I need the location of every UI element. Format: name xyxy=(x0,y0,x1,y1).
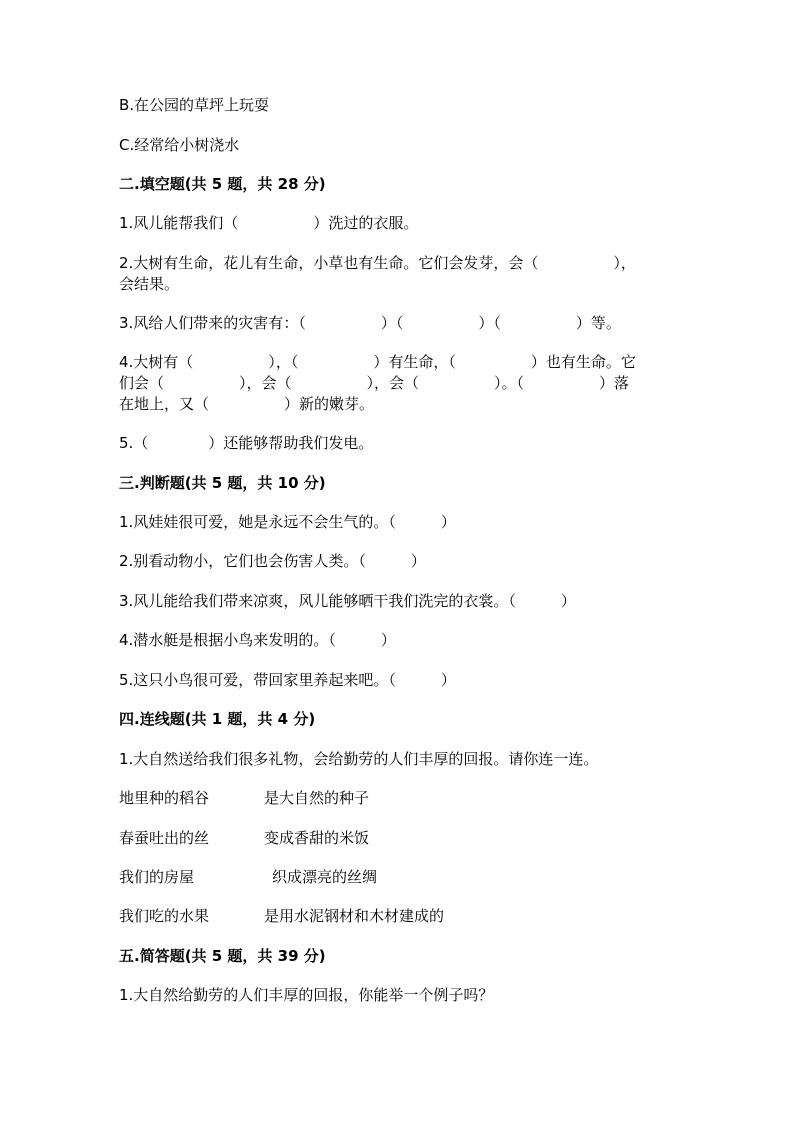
section-heading-true-false: 三.判断题(共 5 题，共 10 分) xyxy=(119,474,326,492)
matching-row xyxy=(119,867,679,888)
matching-right-item: 是用水泥钢材和木材建成的 xyxy=(264,907,445,925)
matching-row xyxy=(119,788,679,809)
matching-row xyxy=(119,828,679,849)
judge-question-2: 2.别看动物小，它们也会伤害人类。（ ） xyxy=(119,552,426,570)
matching-left-item: 地里种的稻谷 xyxy=(119,789,210,807)
matching-right-item: 变成香甜的米饭 xyxy=(264,829,370,847)
option-b: B.在公园的草坪上玩耍 xyxy=(119,96,270,114)
matching-left-item: 春蚕吐出的丝 xyxy=(119,829,210,847)
matching-left-item: 我们吃的水果 xyxy=(119,907,210,925)
judge-question-5: 5.这只小鸟很可爱，带回家里养起来吧。（ ） xyxy=(119,671,456,689)
judge-question-3: 3.风儿能给我们带来凉爽，风儿能够晒干我们洗完的衣裳。（ ） xyxy=(119,592,576,610)
matching-right-item: 是大自然的种子 xyxy=(264,789,370,807)
fill-question-5: 5.（ ）还能够帮助我们发电。 xyxy=(119,434,374,452)
matching-left-item: 我们的房屋 xyxy=(119,868,195,886)
fill-question-2-line-2: 会结果。 xyxy=(119,275,180,293)
fill-question-2-line-1: 2.大树有生命，花儿有生命，小草也有生命。它们会发芽，会（ ）， xyxy=(119,254,636,272)
fill-question-4-line-1: 4.大树有（ ），（ ）有生命，（ ）也有生命。它 xyxy=(119,353,636,371)
judge-question-4: 4.潜水艇是根据小鸟来发明的。（ ） xyxy=(119,631,396,649)
section-heading-fill-in: 二.填空题(共 5 题，共 28 分) xyxy=(119,175,326,193)
short-answer-question-1: 1.大自然给勤劳的人们丰厚的回报，你能举一个例子吗？ xyxy=(119,986,494,1004)
fill-question-4-line-3: 在地上，又（ ）新的嫩芽。 xyxy=(119,395,375,413)
matching-question-1: 1.大自然送给我们很多礼物，会给勤劳的人们丰厚的回报。请你连一连。 xyxy=(119,750,599,768)
fill-question-3: 3.风给人们带来的灾害有：（ ）（ ）（ ）等。 xyxy=(119,314,621,332)
matching-row xyxy=(119,906,679,927)
judge-question-1: 1.风娃娃很可爱，她是永远不会生气的。（ ） xyxy=(119,513,456,531)
fill-question-1: 1.风儿能帮我们（ ）洗过的衣服。 xyxy=(119,214,419,232)
option-c: C.经常给小树浇水 xyxy=(119,136,240,154)
fill-question-4-line-2: 们会（ ），会（ ），会（ ）。（ ）落 xyxy=(119,374,630,392)
section-heading-matching: 四.连线题(共 1 题，共 4 分) xyxy=(119,710,316,728)
section-heading-short-answer: 五.简答题(共 5 题，共 39 分) xyxy=(119,947,326,965)
matching-right-item: 织成漂亮的丝绸 xyxy=(272,868,378,886)
